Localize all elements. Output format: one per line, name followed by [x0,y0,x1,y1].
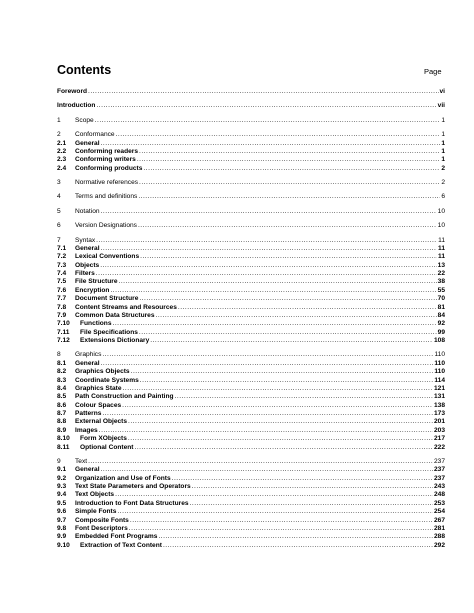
toc-entry-number: 2.1 [57,139,67,147]
toc-entry-label: Document Structure [75,295,139,303]
toc-entry-page: 203 [433,426,445,434]
toc-entry-number: 2 [57,131,61,139]
toc-entry[interactable] [57,117,445,125]
toc-entry-label: Font Descriptors [75,524,128,532]
toc-entry[interactable] [57,385,445,393]
toc-entry-label: Text [75,457,88,465]
toc-entry-number: 8.8 [57,418,67,426]
dot-leader [158,533,433,541]
page-column-header: Page [424,67,442,76]
toc-entry-number: 8.9 [57,426,67,434]
toc-entry-label: Images [75,426,98,434]
toc-entry-page: 237 [433,474,445,482]
toc-entry[interactable] [57,278,445,286]
toc-entry-page: 13 [437,261,445,269]
dot-leader [99,427,433,435]
toc-entry[interactable] [57,245,445,253]
toc-entry-label: Terms and definitions [75,193,138,201]
toc-entry-label: External Objects [75,418,128,426]
toc-entry-page: vii [437,102,445,110]
toc-entry[interactable] [57,88,445,96]
toc-entry-number: 9.5 [57,499,67,507]
dot-leader [119,278,437,286]
toc-entry-page: 1 [441,147,445,155]
toc-entry-number: 7.1 [57,244,67,252]
toc-entry-number: 7.10 [57,320,70,328]
dot-leader [138,193,440,201]
toc-entry[interactable] [57,262,445,270]
dot-leader [129,525,433,533]
toc-entry-page: 217 [433,435,445,443]
toc-entry[interactable] [57,377,445,385]
toc-entry-page: 248 [433,491,445,499]
toc-entry-number: 9.6 [57,508,67,516]
toc-entry-page: 84 [437,311,445,319]
toc-entry-page: 11 [438,253,445,261]
toc-entry[interactable] [57,337,445,345]
dot-leader [110,287,436,295]
toc-entry[interactable] [57,410,445,418]
toc-entry-label: File Structure [75,278,118,286]
toc-entry[interactable] [57,542,445,550]
dot-leader [128,435,433,443]
toc-entry[interactable] [57,444,445,452]
toc-entry-page: 38 [437,278,445,286]
toc-entry-number: 9 [57,457,61,465]
dot-leader [96,102,436,110]
toc-entry[interactable] [57,402,445,410]
toc-entry[interactable] [57,525,445,533]
toc-entry-label: Extensions Dictionary [80,337,150,344]
toc-entry-number: 8.3 [57,376,67,384]
toc-entry-page: 114 [434,376,445,384]
dot-leader [150,337,433,345]
toc-entry-number: 7.6 [57,286,67,294]
toc-entry-number: 5 [57,207,61,215]
dot-leader [101,140,441,148]
toc-entry-label: Conforming writers [75,156,136,164]
toc-entry-page: 253 [433,499,445,507]
toc-list [57,88,445,550]
toc-entry-number: 8.1 [57,359,67,367]
toc-entry-page: 1 [441,116,445,124]
toc-entry[interactable] [57,148,445,156]
dot-leader [96,270,437,278]
dot-leader [102,351,433,359]
toc-entry-page: 2 [441,164,445,172]
toc-entry-label: Scope [75,116,94,124]
toc-entry[interactable] [57,508,445,516]
toc-entry[interactable] [57,295,445,303]
toc-entry-number: 9.3 [57,483,67,490]
toc-entry-number: 9.1 [57,466,67,474]
toc-entry-number: 9.2 [57,474,67,482]
dot-leader [134,444,433,452]
toc-entry[interactable] [57,165,445,173]
toc-entry-label: Functions [80,320,112,328]
toc-entry[interactable] [57,287,445,295]
toc-entry[interactable] [57,517,445,525]
toc-entry[interactable] [57,102,445,110]
toc-entry-label: Introduction [57,102,96,110]
toc-entry-number: 8.7 [57,410,67,417]
toc-entry-page: 222 [433,443,445,451]
toc-entry-label: Graphics [75,351,102,359]
toc-entry-number: 2.3 [57,156,67,164]
dot-leader [123,385,433,393]
toc-entry-page: 131 [433,393,445,401]
toc-entry-label: Conforming readers [75,147,139,155]
toc-entry-label: Form XObjects [80,435,127,443]
toc-entry[interactable] [57,320,445,328]
dot-leader [139,295,436,303]
toc-entry-page: 70 [437,295,445,303]
toc-entry[interactable] [57,179,445,187]
toc-entry-number: 9.10 [57,541,70,549]
toc-entry-label: Graphics State [75,384,122,392]
toc-entry-number: 7.2 [57,253,67,261]
toc-entry[interactable] [57,312,445,320]
toc-entry-label: Foreword [57,88,88,95]
toc-entry-label: Syntax [75,236,96,244]
dot-leader [156,312,437,320]
toc-entry[interactable] [57,253,445,261]
dot-leader [143,165,440,173]
toc-entry-number: 6 [57,222,61,230]
toc-entry-number: 8.4 [57,384,67,392]
toc-entry-label: Composite Fonts [75,516,129,524]
dot-leader [88,458,433,466]
dot-leader [130,517,433,525]
toc-entry-page: 2 [441,179,445,186]
toc-entry-number: 7.7 [57,295,67,303]
dot-leader [102,410,433,418]
toc-entry[interactable] [57,418,445,426]
toc-entry-number: 7.5 [57,278,67,286]
toc-entry-label: General [75,466,100,474]
toc-entry[interactable] [57,156,445,164]
dot-leader [138,222,437,230]
dot-leader [101,208,437,216]
toc-entry[interactable] [57,222,445,230]
toc-entry-number: 9.8 [57,524,67,532]
toc-entry-number: 9.9 [57,533,67,541]
toc-entry-label: Coordinate Systems [75,376,139,384]
toc-entry-number: 7.9 [57,311,67,319]
toc-entry-page: 1 [441,139,445,147]
toc-entry-page: 11 [438,244,445,252]
dot-leader [116,131,441,139]
toc-entry-label: General [75,244,100,252]
dot-leader [178,304,437,312]
dot-leader [163,542,433,550]
toc-entry-page: 110 [434,368,445,376]
dot-leader [172,475,433,483]
toc-entry-number: 8.5 [57,393,67,401]
dot-leader [140,253,437,261]
dot-leader [192,483,433,491]
toc-entry[interactable] [57,435,445,443]
dot-leader [139,179,440,187]
toc-entry-page: 237 [433,466,445,474]
toc-entry-label: Filters [75,270,95,277]
toc-entry-number: 7.11 [57,328,70,336]
toc-entry-page: 110 [434,359,445,367]
toc-entry-label: Objects [75,261,100,269]
dot-leader [115,491,433,499]
toc-entry-page: 292 [433,541,445,549]
toc-entry-number: 1 [57,116,61,124]
toc-entry-number: 7.8 [57,303,67,311]
toc-entry[interactable] [57,208,445,216]
toc-entry-number: 2.4 [57,164,67,172]
toc-entry[interactable] [57,533,445,541]
toc-entry-page: 254 [433,508,445,516]
toc-entry-number: 8.10 [57,435,70,443]
toc-entry[interactable] [57,368,445,376]
toc-entry-page: 138 [433,401,445,409]
dot-leader [95,117,441,125]
toc-entry-page: 10 [437,222,445,230]
toc-entry-label: Conformance [75,131,115,139]
toc-entry-number: 8 [57,351,61,359]
toc-entry-label: Embedded Font Programs [75,533,158,541]
page-title: Contents [57,63,112,77]
toc-entry-page: 288 [433,533,445,541]
toc-entry[interactable] [57,491,445,499]
dot-leader [139,148,440,156]
toc-entry-page: vi [439,88,445,95]
toc-entry-label: Notation [75,207,100,215]
toc-entry[interactable] [57,237,445,245]
toc-entry-page: 55 [437,286,445,294]
toc-entry-page: 201 [433,418,445,426]
toc-entry[interactable] [57,351,445,359]
toc-entry-label: Colour Spaces [75,401,122,409]
toc-entry-label: Content Streams and Resources [75,303,177,311]
toc-entry-number: 7.12 [57,337,70,344]
toc-entry-label: Encryption [75,286,110,294]
dot-leader [128,418,433,426]
toc-entry-page: 92 [437,320,445,328]
toc-entry[interactable] [57,131,445,139]
toc-entry-page: 281 [433,524,445,532]
toc-entry-label: Version Designations [75,222,137,230]
toc-entry-page: 267 [433,516,445,524]
toc-entry[interactable] [57,500,445,508]
toc-entry-number: 4 [57,193,61,201]
toc-entry[interactable] [57,483,445,491]
toc-entry-page: 10 [437,207,445,215]
dot-leader [175,393,433,401]
toc-entry-page: 237 [433,457,445,465]
toc-entry-page: 81 [437,303,445,311]
toc-entry[interactable] [57,193,445,201]
toc-entry-page: 11 [438,236,445,244]
dot-leader [101,466,433,474]
toc-entry[interactable] [57,393,445,401]
toc-entry-number: 8.6 [57,401,67,409]
toc-entry-number: 3 [57,179,61,186]
dot-leader [190,500,433,508]
toc-entry[interactable] [57,140,445,148]
dot-leader [113,320,437,328]
toc-entry-number: 7.4 [57,270,67,277]
toc-entry-page: 99 [437,328,445,336]
toc-entry-label: File Specifications [80,328,138,336]
toc-entry-label: Path Construction and Painting [75,393,174,401]
toc-entry-label: Text Objects [75,491,115,499]
toc-entry[interactable] [57,329,445,337]
toc-entry-page: 1 [441,156,445,164]
toc-entry[interactable] [57,458,445,466]
toc-entry-label: Common Data Structures [75,311,155,319]
toc-entry-number: 8.2 [57,368,67,376]
toc-entry-label: Simple Fonts [75,508,117,516]
dot-leader [96,237,437,245]
toc-entry-label: Lexical Conventions [75,253,140,261]
dot-leader [88,88,438,96]
toc-entry[interactable] [57,360,445,368]
toc-entry-number: 8.11 [57,443,70,451]
dot-leader [140,377,434,385]
dot-leader [139,329,437,337]
toc-entry[interactable] [57,270,445,278]
toc-entry-page: 22 [437,270,445,277]
toc-entry-label: Normative references [75,179,139,186]
toc-entry-label: General [75,359,100,367]
dot-leader [101,360,434,368]
dot-leader [101,245,437,253]
toc-entry-label: Patterns [75,410,102,417]
toc-entry-number: 7 [57,236,61,244]
dot-leader [131,368,434,376]
toc-entry[interactable] [57,304,445,312]
toc-entry-label: General [75,139,100,147]
toc-entry-page: 110 [434,351,445,359]
toc-entry-page: 6 [441,193,445,201]
toc-entry-label: Optional Content [80,443,134,451]
dot-leader [122,402,433,410]
toc-entry-label: Graphics Objects [75,368,130,376]
toc-entry-label: Extraction of Text Content [80,541,162,549]
toc-entry-number: 9.7 [57,516,67,524]
toc-entry-label: Introduction to Font Data Structures [75,499,189,507]
dot-leader [100,262,436,270]
toc-entry-page: 1 [441,131,445,139]
toc-entry-label: Conforming products [75,164,143,172]
toc-entry[interactable] [57,466,445,474]
toc-entry-page: 108 [433,337,445,344]
toc-entry-number: 2.2 [57,147,67,155]
toc-entry-label: Organization and Use of Fonts [75,474,171,482]
toc-entry[interactable] [57,427,445,435]
toc-entry-number: 9.4 [57,491,67,499]
toc-entry[interactable] [57,475,445,483]
dot-leader [117,508,433,516]
toc-entry-page: 243 [433,483,445,490]
dot-leader [137,156,441,164]
toc-entry-page: 173 [433,410,445,417]
toc-entry-label: Text State Parameters and Operators [75,483,191,490]
toc-entry-number: 7.3 [57,261,67,269]
toc-entry-page: 121 [433,384,445,392]
